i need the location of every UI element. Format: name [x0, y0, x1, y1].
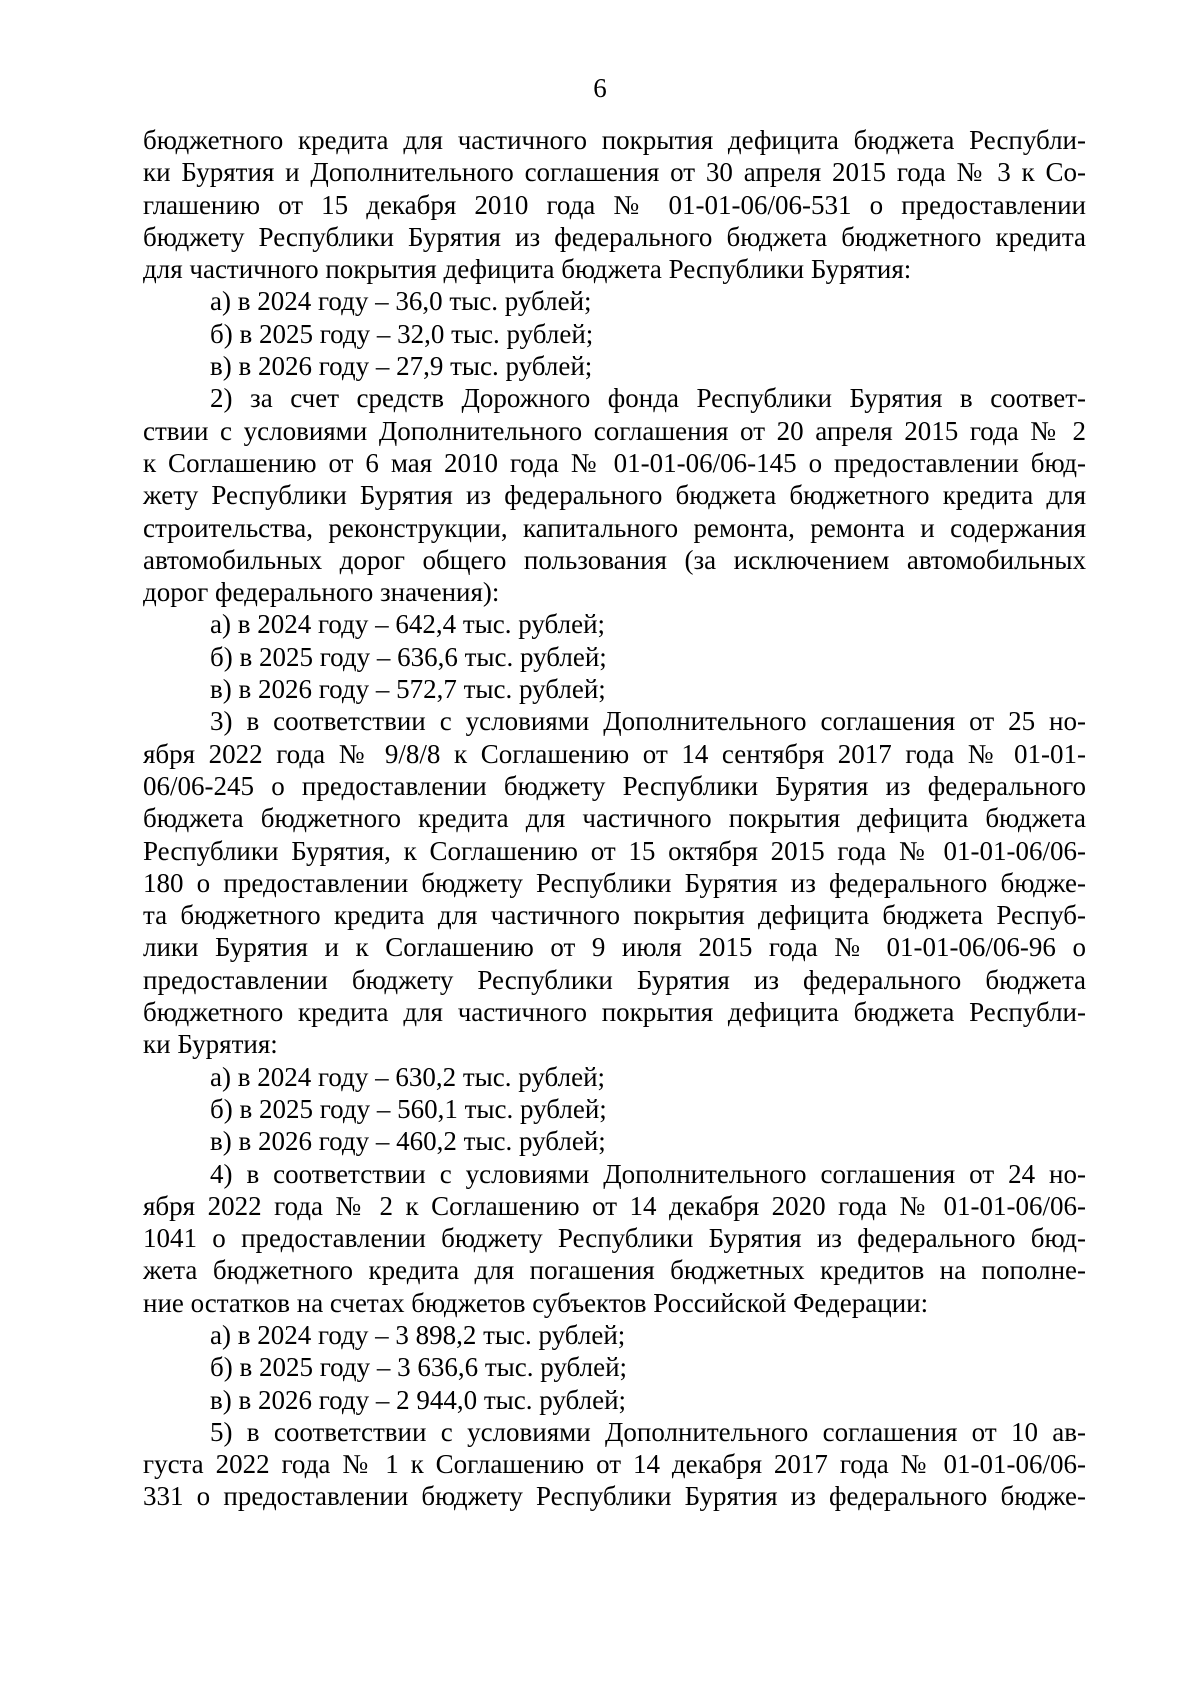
text-line: ября 2022 года № 2 к Соглашению от 14 декабря 2020 года № 01-01-06/06-: [143, 1190, 1086, 1221]
list-item: а) в 2024 году – 642,4 тыс. рублей;: [210, 609, 606, 640]
list-item: в) в 2026 году – 572,7 тыс. рублей;: [210, 674, 606, 705]
list-item: б) в 2025 году – 3 636,6 тыс. рублей;: [210, 1352, 628, 1383]
text-line: дорог федерального значения):: [143, 577, 500, 608]
paragraph-start: 5) в соответствии с условиями Дополнительного соглашения от 10 ав-: [210, 1416, 1086, 1447]
text-line: автомобильных дорог общего пользования (за исключением автомобильных: [143, 544, 1086, 575]
paragraph-start: 4) в соответствии с условиями Дополнительного соглашения от 24 но-: [210, 1158, 1086, 1189]
document-body: [143, 124, 1086, 1513]
text-line: ября 2022 года № 9/8/8 к Соглашению от 14 сентября 2017 года № 01-01-: [143, 738, 1086, 769]
text-line: Республики Бурятия, к Соглашению от 15 октября 2015 года № 01-01-06/06-: [143, 835, 1086, 866]
text-line: строительства, реконструкции, капитального ремонта, ремонта и содержания: [143, 512, 1086, 543]
paragraph-start: 3) в соответствии с условиями Дополнительного соглашения от 25 но-: [210, 706, 1086, 737]
text-line: для частичного покрытия дефицита бюджета Республики Бурятия:: [143, 254, 912, 285]
text-line: та бюджетного кредита для частичного покрытия дефицита бюджета Респуб-: [143, 900, 1086, 931]
text-line: ки Бурятия и Дополнительного соглашения от 30 апреля 2015 года № 3 к Со-: [143, 157, 1086, 188]
text-line: 06/06-245 о предоставлении бюджету Республики Бурятия из федерального: [143, 770, 1086, 801]
text-line: жета бюджетного кредита для погашения бюджетных кредитов на пополне-: [143, 1255, 1086, 1286]
text-line: 180 о предоставлении бюджету Республики Бурятия из федерального бюдже-: [143, 867, 1086, 898]
list-item: а) в 2024 году – 36,0 тыс. рублей;: [210, 286, 592, 317]
text-line: к Соглашению от 6 мая 2010 года № 01-01-06/06-145 о предоставлении бюд-: [143, 447, 1086, 478]
text-line: бюджетного кредита для частичного покрытия дефицита бюджета Республи-: [143, 125, 1086, 155]
text-line: густа 2022 года № 1 к Соглашению от 14 декабря 2017 года № 01-01-06/06-: [143, 1449, 1086, 1480]
text-line: жету Республики Бурятия из федерального бюджета бюджетного кредита для: [143, 480, 1086, 511]
text-line: 1041 о предоставлении бюджету Республики Бурятия из федерального бюд-: [143, 1223, 1086, 1254]
list-item: в) в 2026 году – 460,2 тыс. рублей;: [210, 1126, 606, 1157]
text-line: бюджету Республики Бурятия из федерального бюджета бюджетного кредита: [143, 221, 1086, 252]
text-line: 331 о предоставлении бюджету Республики Бурятия из федерального бюдже-: [143, 1481, 1086, 1512]
text-line: предоставлении бюджету Республики Бурятия из федерального бюджета: [143, 964, 1086, 995]
text-line: глашению от 15 декабря 2010 года № 01-01-06/06-531 о предоставлении: [143, 189, 1086, 220]
list-item: в) в 2026 году – 27,9 тыс. рублей;: [210, 351, 593, 382]
text-line: бюджетного кредита для частичного покрытия дефицита бюджета Республи-: [143, 997, 1086, 1028]
text-line: ние остатков на счетах бюджетов субъектов Российской Федерации:: [143, 1287, 929, 1318]
paragraph-start: 2) за счет средств Дорожного фонда Республики Бурятия в соответ-: [210, 383, 1086, 414]
text-line: ствии с условиями Дополнительного соглашения от 20 апреля 2015 года № 2: [143, 415, 1086, 446]
text-line: бюджета бюджетного кредита для частичного покрытия дефицита бюджета: [143, 803, 1086, 834]
list-item: б) в 2025 году – 636,6 тыс. рублей;: [210, 641, 607, 672]
text-line: ки Бурятия:: [143, 1029, 278, 1060]
page-number: 6: [593, 73, 607, 103]
list-item: б) в 2025 году – 32,0 тыс. рублей;: [210, 318, 594, 349]
list-item: а) в 2024 году – 3 898,2 тыс. рублей;: [210, 1319, 626, 1350]
list-item: в) в 2026 году – 2 944,0 тыс. рублей;: [210, 1384, 627, 1415]
text-line: лики Бурятия и к Соглашению от 9 июля 2015 года № 01-01-06/06-96 о: [143, 932, 1086, 963]
list-item: б) в 2025 году – 560,1 тыс. рублей;: [210, 1093, 607, 1124]
list-item: а) в 2024 году – 630,2 тыс. рублей;: [210, 1061, 606, 1092]
